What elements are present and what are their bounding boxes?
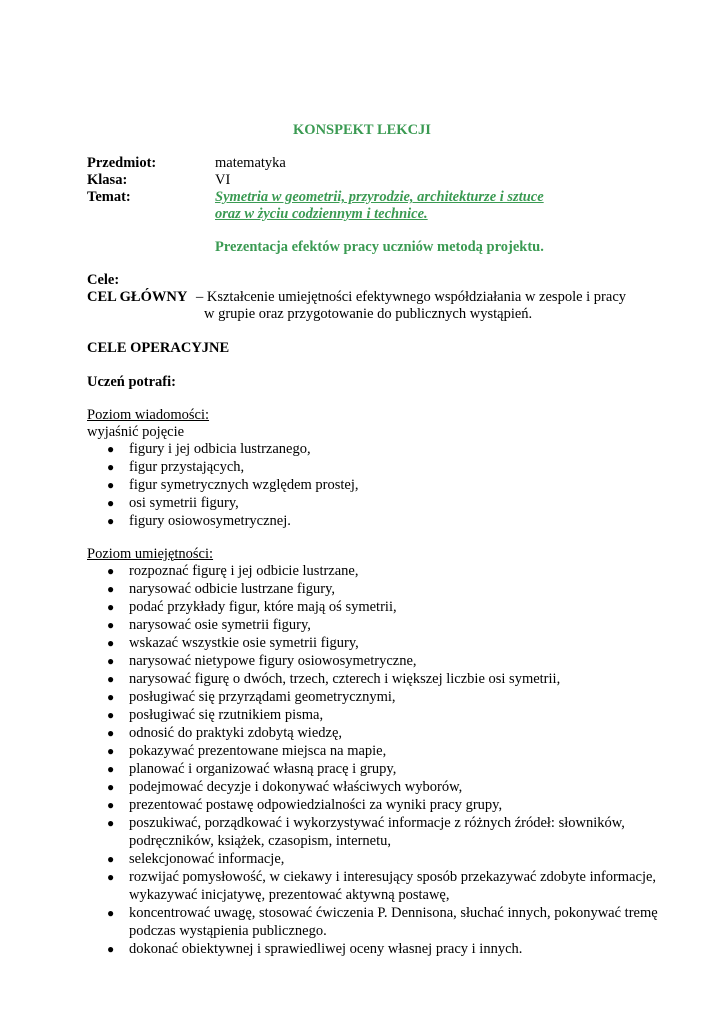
- bullet-dot-icon: ●: [107, 496, 115, 510]
- bullet-dot-icon: ●: [107, 672, 115, 686]
- bullet-dot-icon: ●: [107, 726, 115, 740]
- topic-line-1: Symetria w geometrii, przyrodzie, architekturze i sztuce: [215, 189, 544, 205]
- list-item: ● planować i organizować własną pracę i grupy,: [107, 761, 397, 777]
- bullet-dot-icon: ●: [107, 816, 115, 830]
- list-item: ● odnosić do praktyki zdobytą wiedzę,: [107, 725, 343, 741]
- list-item: ● rozpoznać figurę i jej odbicie lustrzane,: [107, 563, 359, 579]
- bullet-dot-icon: ●: [107, 582, 115, 596]
- bullet-dot-icon: ●: [107, 618, 115, 632]
- topic-line-2: oraz w życiu codziennym i technice.: [215, 206, 428, 222]
- subject-value: matematyka: [215, 155, 286, 171]
- list-item: ● figury osiowosymetrycznej.: [107, 513, 291, 529]
- list-item: ● narysować figurę o dwóch, trzech, czterech i większej liczbie osi symetrii,: [107, 671, 561, 687]
- bullet-dot-icon: ●: [107, 564, 115, 578]
- class-value: VI: [215, 172, 231, 188]
- list-item: ● rozwijać pomysłowość, w ciekawy i interesujący sposób przekazywać zdobyte informacje, wykazywać inicjatywę, prezentować aktywną postawę,: [107, 869, 657, 903]
- bullet-dot-icon: ●: [107, 708, 115, 722]
- bullet-dot-icon: ●: [107, 870, 115, 884]
- list-item: ● podejmować decyzje i dokonywać właściwych wyborów,: [107, 779, 463, 795]
- list-item: ● figur przystających,: [107, 459, 245, 475]
- subject-label: Przedmiot:: [87, 155, 157, 171]
- bullet-dot-icon: ●: [107, 942, 115, 956]
- bullet-dot-icon: ●: [107, 600, 115, 614]
- bullet-dot-icon: ●: [107, 744, 115, 758]
- list-item: ● posługiwać się przyrządami geometrycznymi,: [107, 689, 396, 705]
- list-item: ● poszukiwać, porządkować i wykorzystywać informacje z różnych źródeł: słowników, podręczników, książek, czasopism, internetu,: [107, 815, 625, 849]
- bullet-dot-icon: ●: [107, 460, 115, 474]
- knowledge-intro: wyjaśnić pojęcie: [87, 424, 185, 440]
- student-can-heading: Uczeń potrafi:: [87, 374, 176, 390]
- skills-heading: Poziom umiejętności:: [87, 546, 214, 562]
- list-item: ● osi symetrii figury,: [107, 495, 239, 511]
- list-item: ● selekcjonować informacje,: [107, 851, 285, 867]
- skills-list: [0, 562, 689, 958]
- page-title: KONSPEKT LEKCJI: [293, 122, 431, 138]
- class-label: Klasa:: [87, 172, 128, 188]
- bullet-dot-icon: ●: [107, 636, 115, 650]
- main-goal-text-1: – Kształcenie umiejętności efektywnego współdziałania w zespole i pracy: [196, 289, 627, 305]
- topic-label: Temat:: [87, 189, 131, 205]
- presentation-subtitle: Prezentacja efektów pracy uczniów metodą projektu.: [215, 239, 544, 255]
- bullet-dot-icon: ●: [107, 514, 115, 528]
- goals-label: Cele:: [87, 272, 120, 288]
- main-goal-label: CEL GŁÓWNY: [87, 289, 188, 305]
- main-goal-text-2: w grupie oraz przygotowanie do publicznych wystąpień.: [204, 306, 533, 322]
- list-item: ● narysować odbicie lustrzane figury,: [107, 581, 336, 597]
- knowledge-list: [0, 440, 689, 530]
- list-item: ● narysować nietypowe figury osiowosymetryczne,: [107, 653, 417, 669]
- bullet-dot-icon: ●: [107, 780, 115, 794]
- list-item: ● pokazywać prezentowane miejsca na mapie,: [107, 743, 387, 759]
- list-item: ● dokonać obiektywnej i sprawiedliwej oceny własnej pracy i innych.: [107, 941, 523, 957]
- bullet-dot-icon: ●: [107, 654, 115, 668]
- bullet-dot-icon: ●: [107, 798, 115, 812]
- operational-goals-heading: CELE OPERACYJNE: [87, 340, 230, 356]
- knowledge-heading: Poziom wiadomości:: [87, 407, 210, 423]
- list-item: ● figury i jej odbicia lustrzanego,: [107, 441, 311, 457]
- list-item: ● prezentować postawę odpowiedzialności za wyniki pracy grupy,: [107, 797, 503, 813]
- list-item: ● podać przykłady figur, które mają oś symetrii,: [107, 599, 397, 615]
- bullet-dot-icon: ●: [107, 852, 115, 866]
- list-item: ● narysować osie symetrii figury,: [107, 617, 311, 633]
- list-item: ● figur symetrycznych względem prostej,: [107, 477, 359, 493]
- bullet-dot-icon: ●: [107, 690, 115, 704]
- list-item: ● koncentrować uwagę, stosować ćwiczenia P. Dennisona, słuchać innych, pokonywać tremę podczas wystąpienia publicznego.: [107, 905, 658, 939]
- list-item: ● wskazać wszystkie osie symetrii figury,: [107, 635, 359, 651]
- list-item: ● posługiwać się rzutnikiem pisma,: [107, 707, 324, 723]
- bullet-dot-icon: ●: [107, 478, 115, 492]
- bullet-dot-icon: ●: [107, 762, 115, 776]
- bullet-dot-icon: ●: [107, 906, 115, 920]
- bullet-dot-icon: ●: [107, 442, 115, 456]
